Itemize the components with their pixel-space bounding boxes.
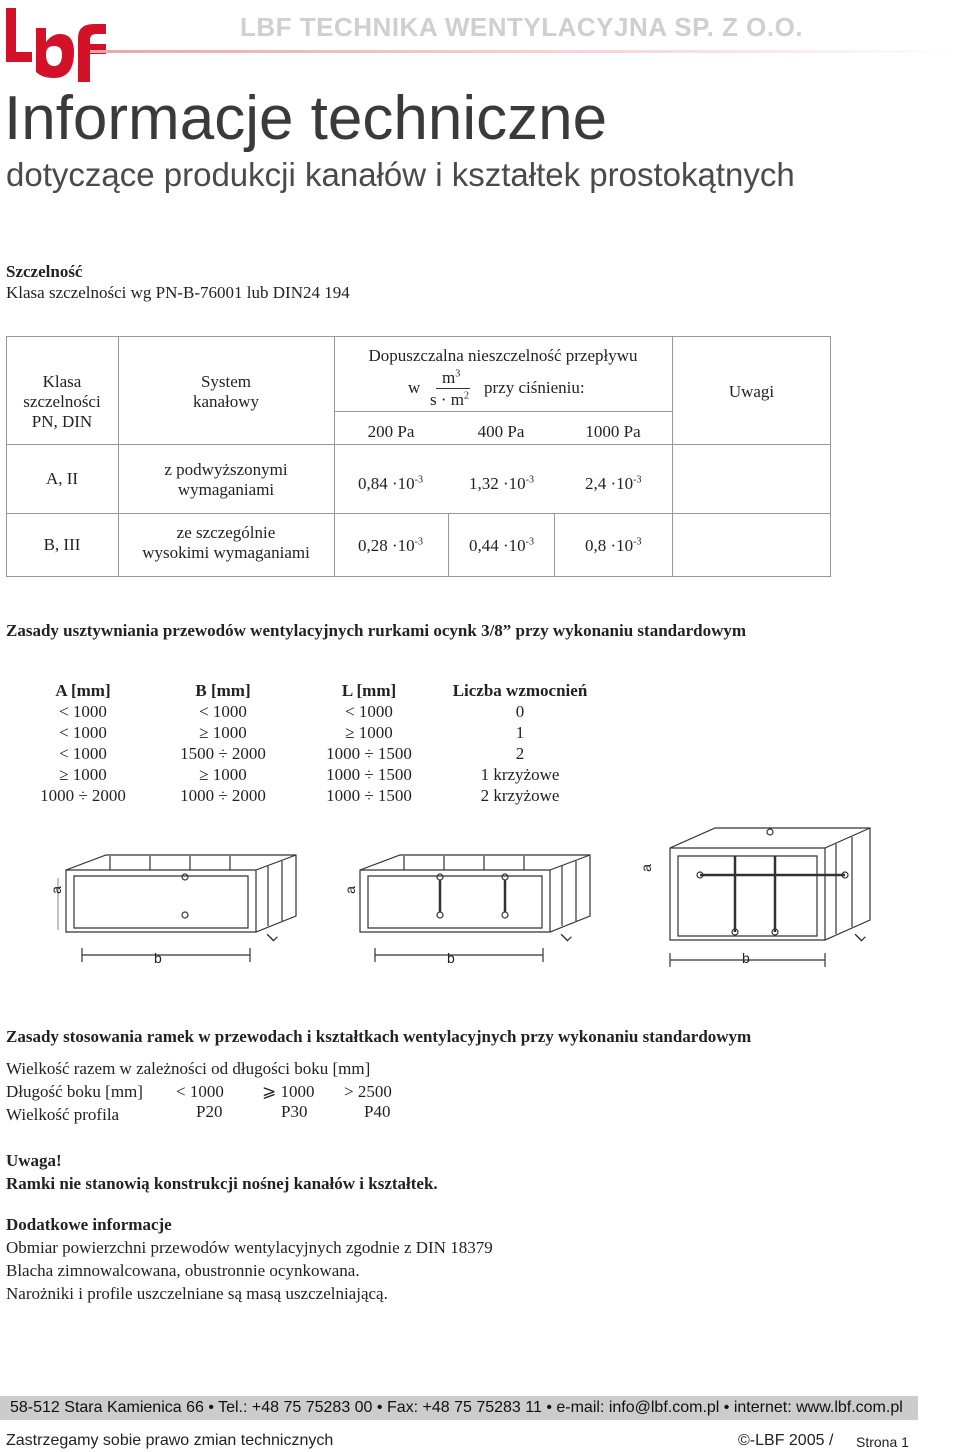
page-title: Informacje techniczne xyxy=(4,84,608,153)
tightness-subheading: Klasa szczelności wg PN-B-76001 lub DIN24 194 xyxy=(6,283,350,302)
pressure-200: 200 Pa xyxy=(367,422,415,441)
company-name: LBF TECHNIKA WENTYLACYJNA SP. Z O.O. xyxy=(240,12,804,42)
rods-col-b: B [mm] < 1000 ≥ 1000 1500 ÷ 2000 ≥ 1000 1000 ÷ 2000 xyxy=(180,681,266,805)
value-cell: $0,8 \cdot 10^{-3}$ xyxy=(585,536,642,555)
frames-row2-value: P40 xyxy=(364,1102,391,1121)
value-cell: $0,84 \cdot 10^{-3}$ xyxy=(358,474,424,493)
extra-title: Dodatkowe informacje xyxy=(6,1215,172,1234)
dim-a-label: a xyxy=(341,886,358,894)
row-class: A, II xyxy=(45,469,79,488)
tightness-table xyxy=(6,336,831,577)
frames-row1-value: ⩾ 1000 xyxy=(262,1082,315,1101)
row-system: z podwyższonymi wymaganiami xyxy=(164,460,288,499)
frames-line1: Wielkość razem w zależności od długości boku [mm] xyxy=(6,1059,371,1078)
note-text: Ramki nie stanowią konstrukcji nośnej kanałów i kształtek. xyxy=(6,1174,438,1193)
rods-col-a: A [mm] < 1000 < 1000 < 1000 ≥ 1000 1000 ÷ 2000 xyxy=(40,681,126,805)
pressure-400: 400 Pa xyxy=(477,422,525,441)
row-class: B, III xyxy=(43,535,81,554)
footer-copyright: ©-LBF 2005 / xyxy=(738,1432,834,1449)
extra-line: Blacha zimnowalcowana, obustronnie ocynkowana. xyxy=(6,1261,360,1280)
header-remarks: Uwagi xyxy=(728,382,775,401)
frames-row2-label: Wielkość profila xyxy=(6,1105,120,1124)
pressure-1000: 1000 Pa xyxy=(585,422,641,441)
duct-diagrams xyxy=(0,820,960,980)
extra-line: Obmiar powierzchni przewodów wentylacyjnych zgodnie z DIN 18379 xyxy=(6,1238,493,1257)
frames-row1-label: Długość boku [mm] xyxy=(6,1082,143,1101)
unit-numerator: $m^3$ xyxy=(442,368,461,387)
header-class: Klasa szczelności PN, DIN xyxy=(23,372,101,431)
frames-row1-value: > 2500 xyxy=(344,1082,392,1101)
extra-line: Narożniki i profile uszczelniane są masą uszczelniającą. xyxy=(6,1284,388,1303)
unit-suffix: przy ciśnieniu: xyxy=(484,378,585,397)
dim-l-label: L xyxy=(263,927,281,945)
dim-l-label: L xyxy=(851,927,869,945)
rods-col-l: L [mm] < 1000 ≥ 1000 1000 ÷ 1500 1000 ÷ 1500 1000 ÷ 1500 xyxy=(326,681,412,805)
dim-a-label: a xyxy=(47,886,64,894)
value-cell: $1,32 \cdot 10^{-3}$ xyxy=(469,474,535,493)
dim-a-label: a xyxy=(637,864,654,872)
rods-heading: Zasady usztywniania przewodów wentylacyjnych rurkami ocynk 3/8” przy wykonaniu standardowym xyxy=(6,621,747,640)
dim-b-label: b xyxy=(154,950,162,966)
rods-col-count: Liczba wzmocnień 0 1 2 1 krzyżowe 2 krzyżowe xyxy=(452,681,588,805)
lbf-logo xyxy=(2,4,114,89)
unit-denominator: $s \cdot m^2$ xyxy=(430,390,469,409)
value-cell: $0,28 \cdot 10^{-3}$ xyxy=(358,536,424,555)
dim-l-label: L xyxy=(557,927,575,945)
header-leakage: Dopuszczalna nieszczelność przepływu xyxy=(368,346,638,365)
unit-w: w xyxy=(408,378,421,397)
frames-row1-value: < 1000 xyxy=(176,1082,224,1101)
row-system: ze szczególnie wysokimi wymaganiami xyxy=(142,523,310,562)
footer-contact: 58-512 Stara Kamienica 66 • Tel.: +48 75 75283 00 • Fax: +48 75 75283 11 • e-mail: info@lbf.com.pl • internet: www.lbf.com.pl xyxy=(0,1396,918,1420)
footer-disclaimer: Zastrzegamy sobie prawo zmian technicznych xyxy=(6,1432,334,1449)
page-number: Strona 1 xyxy=(856,1434,909,1450)
frames-heading: Zasady stosowania ramek w przewodach i kształtkach wentylacyjnych przy wykonaniu standardowym xyxy=(6,1027,752,1046)
note-title: Uwaga! xyxy=(6,1151,62,1170)
header-divider xyxy=(90,50,960,53)
page-subtitle: dotyczące produkcji kanałów i kształtek prostokątnych xyxy=(6,156,795,193)
value-cell: $2,4 \cdot 10^{-3}$ xyxy=(585,474,642,493)
frames-row2-value: P20 xyxy=(196,1102,223,1121)
frames-row2-value: P30 xyxy=(281,1102,308,1121)
dim-b-label: b xyxy=(742,950,750,966)
value-cell: $0,44 \cdot 10^{-3}$ xyxy=(469,536,535,555)
header-system: System kanałowy xyxy=(192,372,260,411)
dim-b-label: b xyxy=(447,950,455,966)
tightness-heading: Szczelność xyxy=(6,262,83,281)
